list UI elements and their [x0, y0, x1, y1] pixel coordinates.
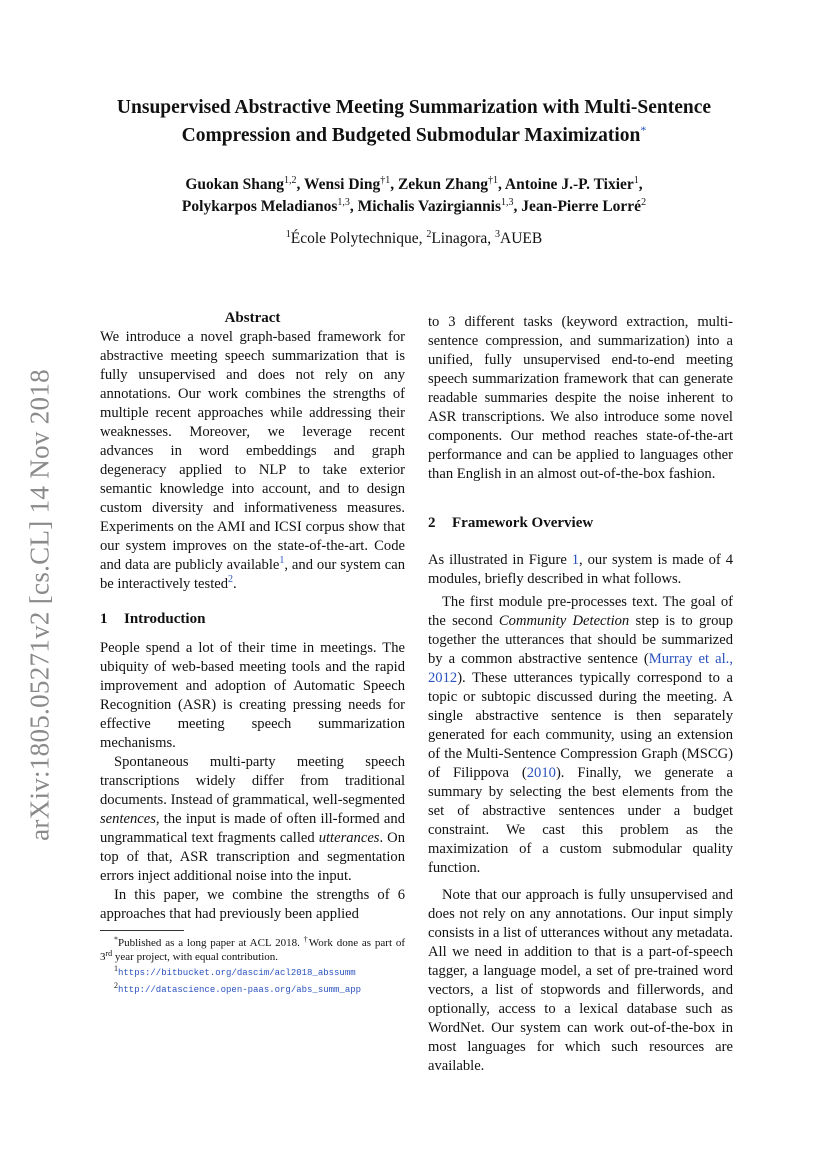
footnote-star [100, 937, 405, 964]
title-line-2-text: Compression and Budgeted Submodular Maximization [181, 125, 641, 146]
author-affil-sup: 1,3 [501, 197, 514, 208]
footnotes [100, 937, 405, 997]
footnote-ref-2[interactable]: 2 [228, 574, 234, 585]
framework-text-part: ). These utterances typically correspond to a topic or subtopic discussed during the meeting. A single abstractive sentence is then separately generated for each community, using an extension of the Multi-Sentence Compression Graph (MSCG) of Filippova ( [428, 670, 733, 781]
abstract-text-part: . [233, 576, 237, 592]
section-number: 2 [428, 515, 436, 531]
footnote-text: year project, with equal contribution. [112, 950, 279, 963]
section-number: 1 [100, 611, 108, 627]
footnotes-block [100, 930, 405, 997]
abstract-text-part: , and our system can be interactively tested [100, 557, 405, 592]
framework-emphasis: Community Detection [498, 613, 630, 629]
author-name: Jean-Pierre Lorré [521, 198, 642, 215]
affil-name: Linagora, [431, 230, 492, 247]
affil-sup: 2 [426, 229, 432, 240]
affil-sup: 1 [285, 229, 291, 240]
affil-name: École Polytechnique, [290, 230, 423, 247]
arxiv-id-text: arXiv:1805.05271v2 [cs.CL] 14 Nov 2018 [24, 369, 55, 841]
footnote-divider [100, 930, 184, 931]
footnote-mark: 1 [114, 964, 118, 973]
intro-emphasis: utterances [318, 830, 380, 846]
author-name: Michalis Vazirgiannis [357, 198, 502, 215]
framework-paragraph-3: Note that our approach is fully unsupervised and does not rely on any annotations. Our input simply consists in a list of utterances without any metadata. All we need in addition to that is a part-of-speech tagger, a language model, a set of pre-trained word vectors, a list of stopwords and fillerwords, and optionally, access to a lexical database such as WordNet. Our system can work out-of-the-box in most languages for which such resources are available. [428, 887, 733, 1074]
footnote-mark: 2 [114, 980, 118, 990]
footnote-mark: * [114, 935, 118, 944]
author-affil-sup: 1 [633, 175, 639, 186]
intro-text-part: , the input is made of often ill-formed and ungrammatical text fragments called [100, 811, 405, 846]
affil-sup: 3 [495, 229, 501, 240]
author-line-2: Polykarpos Meladianos$^{1,3}$, Michalis Vazirgiannis$^{1,3}$, Jean-Pierre Lorré$^2$ [181, 197, 647, 215]
title-footnote-marker[interactable]: * [640, 123, 647, 137]
intro-paragraph-3: In this paper, we combine the strengths of 6 approaches that had previously been applied [100, 887, 405, 922]
author-list [80, 174, 748, 218]
footnote-2 [100, 980, 405, 998]
left-column [100, 309, 405, 999]
author-name: Antoine J.-P. Tixier [504, 176, 634, 193]
section-heading-framework-overview [428, 514, 733, 533]
author-affil-sup: †1 [380, 175, 391, 186]
citation-murray-2012[interactable]: Murray et al., 2012 [428, 651, 733, 686]
author-name: Guokan Shang [185, 176, 284, 193]
abstract-text [100, 328, 405, 594]
footnote-1 [100, 966, 405, 981]
section-heading-introduction [100, 610, 405, 629]
section-title: Framework Overview [452, 515, 594, 531]
framework-text-part: The first module pre-processes text. The goal of the second [428, 594, 733, 629]
intro-paragraph-1: People spend a lot of their time in meetings. The ubiquity of web-based meeting tools and the rapid improvement and adoption of Automatic Speech Recognition (ASR) is creating pressing needs for effective meeting speech summarization mechanisms. [100, 640, 405, 751]
footnote-text: Work done as part of 3 [100, 937, 405, 963]
author-line-1: Guokan Shang$^{1,2}$, Wensi Ding$^{\dagger 1}$, Zekun Zhang$^{\dagger 1}$, Antoine J.-P. Tixier$^1$, [185, 175, 643, 193]
footnote-1-link[interactable]: https://bitbucket.org/dascim/acl2018_abssumm [118, 968, 356, 978]
arxiv-identifier-stamp [20, 360, 60, 850]
footnote-2-link[interactable]: http://datascience.open-paas.org/abs_summ_app [118, 984, 362, 995]
framework-text-part: , our system is made of 4 modules, briefly described in what follows. [428, 552, 733, 587]
abstract-text-part: We introduce a novel graph-based framework for abstractive meeting speech summarization that is fully unsupervised and does not rely on any annotations. Our work combines the strengths of multiple recent approaches while addressing their weaknesses. Moreover, we leverage recent advances in word embeddings and graph degeneracy applied to NLP to take exterior semantic knowledge into account, and to design custom diversity and informativeness measures. Experiments on the AMI and ICSI corpus show that our system improves on the state-of-the-art. Code and data are publicly available [100, 329, 405, 573]
title-line-2 [80, 119, 748, 147]
intro-text-part: . On top of that, ASR transcription and segmentation errors inject additional noise into the input. [100, 830, 405, 884]
citation-filippova-2010[interactable]: 2010 [526, 765, 556, 781]
intro-text-part: Spontaneous multi-party meeting speech transcriptions widely differ from traditional documents. Instead of grammatical, well-segmented [100, 754, 405, 808]
framework-text-part: step is to group together the utterances that should be summarized by a common abstractive sentence ( [428, 613, 733, 667]
author-name: Polykarpos Meladianos [181, 198, 338, 215]
author-affil-sup: 1,3 [337, 197, 350, 208]
abstract-heading: Abstract [224, 310, 281, 326]
right-column [428, 313, 733, 1076]
footnote-ref-1[interactable]: 1 [279, 555, 285, 566]
intro-emphasis: sentences [100, 811, 156, 827]
framework-text-part: ). Finally, we generate a summary by selecting the best elements from the set of abstractive sentences under a budget constraint. We cast this problem as the maximization of a custom submodular quality function. [428, 765, 733, 876]
section-title: Introduction [124, 611, 206, 627]
author-name: Zekun Zhang [397, 176, 488, 193]
paper-title [80, 96, 748, 147]
framework-paragraph-1 [428, 551, 733, 589]
intro-paragraph-2 [100, 753, 405, 886]
figure-1-link[interactable]: 1 [571, 552, 580, 568]
author-name: Wensi Ding [303, 176, 381, 193]
author-affil-sup: 1,2 [283, 175, 297, 186]
footnote-text: Published as a long paper at ACL 2018. [118, 937, 304, 949]
affil-name: AUEB [500, 230, 543, 247]
framework-text-part: As illustrated in Figure [428, 552, 572, 568]
author-affil-sup: †1 [488, 175, 498, 186]
footnote-mark: † [303, 935, 309, 944]
title-line-1: Unsupervised Abstractive Meeting Summarization with Multi-Sentence [116, 97, 712, 118]
intro-continuation: to 3 different tasks (keyword extraction, multi-sentence compression, and summarization) into a unified, fully unsupervised end-to-end meeting speech summarization framework that can generate readable summaries despite the noise inherent to ASR transcriptions. We also introduce some novel components. Our method reaches state-of-the-art performance and can be applied to languages other than English in an almost out-of-the-box fashion. [428, 314, 733, 482]
footnote-sup: rd [105, 948, 113, 958]
affiliations [80, 230, 748, 248]
framework-paragraph-2 [428, 593, 733, 878]
author-affil-sup: 2 [641, 197, 647, 208]
